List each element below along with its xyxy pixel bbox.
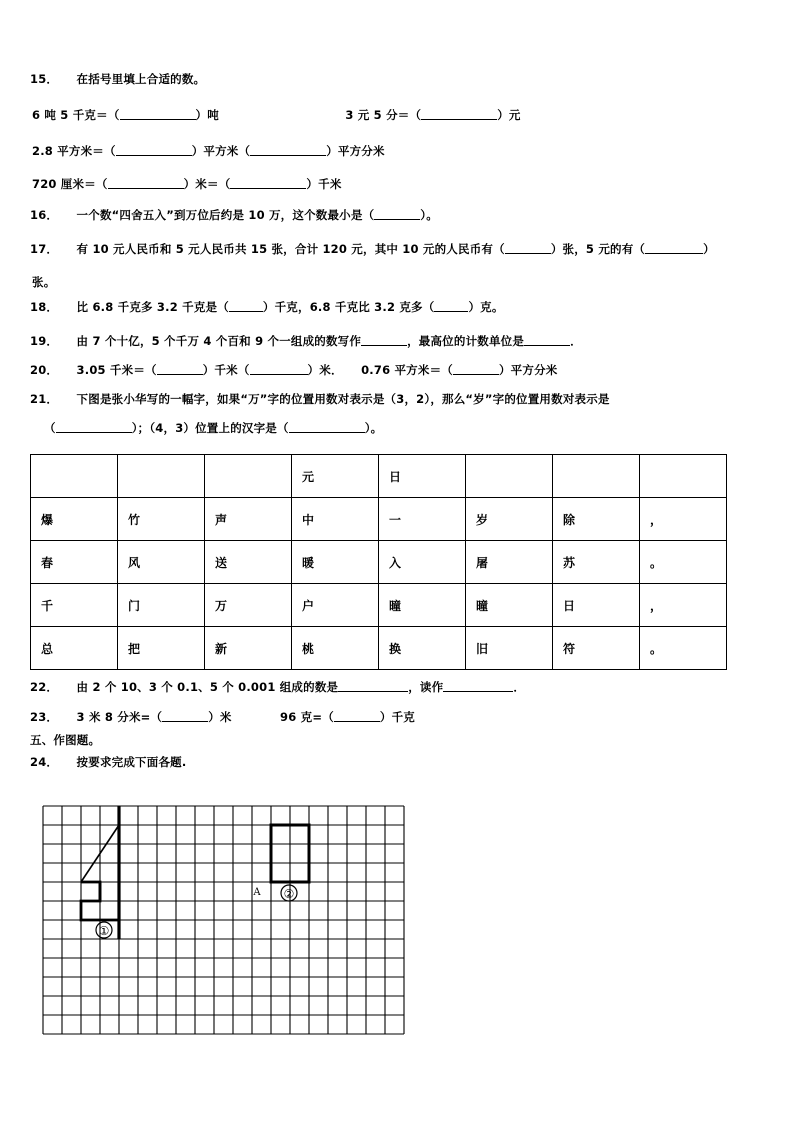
poem-cell: 岁	[466, 498, 553, 541]
poem-cell	[466, 455, 553, 498]
question-21-line2	[44, 421, 382, 435]
poem-cell: 日	[379, 455, 466, 498]
poem-cell	[640, 455, 727, 498]
poem-cell: 总	[31, 627, 118, 670]
q15-blank-5[interactable]	[108, 177, 184, 189]
q22-text-c: ．	[513, 680, 526, 694]
question-21-number: 21．	[30, 392, 59, 406]
poem-cell: 风	[118, 541, 205, 584]
q19-text-b: ，最高位的计数单位是	[407, 334, 525, 348]
question-18-number: 18．	[30, 300, 59, 314]
q15-l1a-tail: ）吨	[195, 108, 219, 122]
poem-cell: 爆	[31, 498, 118, 541]
q24-text: 按要求完成下面各题.	[76, 755, 187, 769]
q18-blank-1[interactable]	[229, 300, 263, 312]
poem-cell: 苏	[553, 541, 640, 584]
q22-text-b: ，读作	[408, 680, 444, 694]
q21-blank-2[interactable]	[289, 421, 365, 433]
question-16	[30, 208, 438, 222]
poem-cell: 春	[31, 541, 118, 584]
question-15-sub-2	[32, 144, 385, 158]
q19-blank-2[interactable]	[524, 334, 570, 346]
q21-l2a: （	[44, 421, 56, 435]
section-5-heading	[30, 733, 100, 747]
table-row	[31, 498, 727, 541]
table-row	[31, 627, 727, 670]
poem-cell: 门	[118, 584, 205, 627]
poem-cell: 曈	[466, 584, 553, 627]
question-15-sub-3	[32, 177, 342, 191]
poem-cell: 中	[292, 498, 379, 541]
question-21	[30, 392, 610, 406]
poem-cell: 送	[205, 541, 292, 584]
question-19	[30, 334, 582, 348]
poem-grid-table-wrap	[30, 454, 727, 670]
q23-blank-2[interactable]	[334, 710, 380, 722]
q19-text-c: ．	[570, 334, 582, 348]
question-19-number: 19．	[30, 334, 59, 348]
q17-text-b: ）张，5 元的有（	[550, 242, 646, 256]
shape-2-label-text: ②	[283, 887, 295, 901]
question-17-number: 17．	[30, 242, 59, 256]
q23-text-b: ）米	[208, 710, 232, 724]
poem-cell: 把	[118, 627, 205, 670]
question-15-prompt: 在括号里填上合适的数。	[76, 72, 206, 86]
q20-text-d: 0.76 平方米＝（	[361, 363, 453, 377]
q22-text-a: 由 2 个 10、3 个 0.1、5 个 0.001 组成的数是	[76, 680, 339, 694]
q15-blank-2[interactable]	[421, 108, 497, 120]
q17-text-a: 有 10 元人民币和 5 元人民币共 15 张，合计 120 元，其中 10 元的人民币有（	[76, 242, 505, 256]
q15-blank-4[interactable]	[250, 144, 326, 156]
q15-l2a-text: 2.8 平方米＝（	[32, 144, 116, 158]
poem-cell: ，	[640, 498, 727, 541]
poem-cell	[31, 455, 118, 498]
poem-table-body	[31, 455, 727, 670]
q15-l3-mid: ）米＝（	[183, 177, 231, 191]
poem-cell: 竹	[118, 498, 205, 541]
poem-cell: 声	[205, 498, 292, 541]
poem-cell: 换	[379, 627, 466, 670]
q17-blank-1[interactable]	[505, 242, 551, 254]
q18-blank-2[interactable]	[434, 300, 468, 312]
q22-blank-1[interactable]	[338, 680, 408, 692]
question-24	[30, 755, 186, 769]
q20-blank-3[interactable]	[453, 363, 499, 375]
poem-cell: 一	[379, 498, 466, 541]
question-22-number: 22．	[30, 680, 59, 694]
q17-blank-2[interactable]	[645, 242, 703, 254]
q17-line2-text: 张。	[32, 275, 56, 289]
question-17	[30, 242, 715, 256]
question-15-number: 15．	[30, 72, 59, 86]
q15-blank-3[interactable]	[116, 144, 192, 156]
q23-text-a: 3 米 8 分米=（	[76, 710, 163, 724]
table-row	[31, 541, 727, 584]
q20-blank-2[interactable]	[250, 363, 308, 375]
poem-cell	[205, 455, 292, 498]
point-a-label: A	[253, 887, 261, 898]
table-row	[31, 584, 727, 627]
q16-blank-1[interactable]	[374, 208, 420, 220]
poem-cell: 户	[292, 584, 379, 627]
q15-l1b-text: 3 元 5 分＝（	[345, 108, 422, 122]
q21-l2c: ）。	[364, 421, 383, 435]
poem-cell: 新	[205, 627, 292, 670]
poem-cell	[118, 455, 205, 498]
q15-l2-tail: ）平方分米	[326, 144, 385, 158]
grid-figure-svg	[41, 800, 413, 1036]
q16-text-b: ）。	[420, 208, 438, 222]
q23-blank-1[interactable]	[162, 710, 208, 722]
q20-text-e: ）平方分米	[498, 363, 558, 377]
poem-cell: 桃	[292, 627, 379, 670]
q15-l2-mid: ）平方米（	[191, 144, 251, 158]
q21-l2b: ）；（4，3）位置上的汉字是（	[131, 421, 289, 435]
q23-text-c: 96 克=（	[280, 710, 334, 724]
q15-l1b-tail: ）元	[497, 108, 521, 122]
poem-cell: 旧	[466, 627, 553, 670]
shape-2-label	[281, 885, 297, 901]
q18-text-c: ）克。	[468, 300, 504, 314]
q21-line1: 下图是张小华写的一幅字，如果“万”字的位置用数对表示是（3，2），那么“岁”字的位置用数对表示是	[76, 392, 610, 406]
shape-1-label-text: ①	[98, 924, 110, 938]
poem-cell: 。	[640, 627, 727, 670]
shape-1-label	[96, 922, 112, 938]
table-row	[31, 455, 727, 498]
poem-cell	[553, 455, 640, 498]
q19-text-a: 由 7 个十亿，5 个千万 4 个百和 9 个一组成的数写作	[76, 334, 362, 348]
q20-text-a: 3.05 千米＝（	[76, 363, 157, 377]
poem-cell: 。	[640, 541, 727, 584]
poem-cell: 暖	[292, 541, 379, 584]
q23-text-d: ）千克	[379, 710, 415, 724]
question-20-number: 20．	[30, 363, 59, 377]
poem-cell: 入	[379, 541, 466, 584]
question-18	[30, 300, 504, 314]
question-16-number: 16．	[30, 208, 59, 222]
question-15-sub-1	[32, 108, 521, 122]
poem-cell: ，	[640, 584, 727, 627]
question-15	[30, 72, 205, 86]
question-24-number: 24．	[30, 755, 59, 769]
poem-grid-table	[30, 454, 727, 670]
q17-text-c: ）	[703, 242, 715, 256]
q19-blank-1[interactable]	[361, 334, 407, 346]
q18-text-b: ）千克，6.8 千克比 3.2 克多（	[262, 300, 435, 314]
q15-l3a-text: 720 厘米＝（	[32, 177, 108, 191]
poem-cell: 除	[553, 498, 640, 541]
poem-cell: 万	[205, 584, 292, 627]
question-23	[30, 710, 415, 724]
q20-text-b: ）千米（	[202, 363, 250, 377]
q20-blank-1[interactable]	[157, 363, 203, 375]
q22-blank-2[interactable]	[443, 680, 513, 692]
question-17-line2	[32, 275, 55, 289]
q18-text-a: 比 6.8 千克多 3.2 千克是（	[76, 300, 229, 314]
q15-l3-tail: ）千米	[306, 177, 342, 191]
section-5-label: 五、作图题。	[30, 733, 101, 747]
grid-figure	[41, 800, 413, 1036]
q16-text-a: 一个数“四舍五入”到万位后约是 10 万，这个数最小是（	[76, 208, 375, 222]
question-15-line	[30, 72, 205, 86]
poem-cell: 元	[292, 455, 379, 498]
question-23-number: 23．	[30, 710, 59, 724]
poem-cell: 屠	[466, 541, 553, 584]
q15-blank-6[interactable]	[230, 177, 306, 189]
question-20	[30, 363, 557, 377]
poem-cell: 千	[31, 584, 118, 627]
q15-l1a-text: 6 吨 5 千克＝（	[32, 108, 120, 122]
q20-text-c: ）米．	[307, 363, 343, 377]
q15-blank-1[interactable]	[120, 108, 196, 120]
poem-cell: 曈	[379, 584, 466, 627]
poem-cell: 日	[553, 584, 640, 627]
poem-cell: 符	[553, 627, 640, 670]
q21-blank-1[interactable]	[56, 421, 132, 433]
question-22	[30, 680, 525, 694]
